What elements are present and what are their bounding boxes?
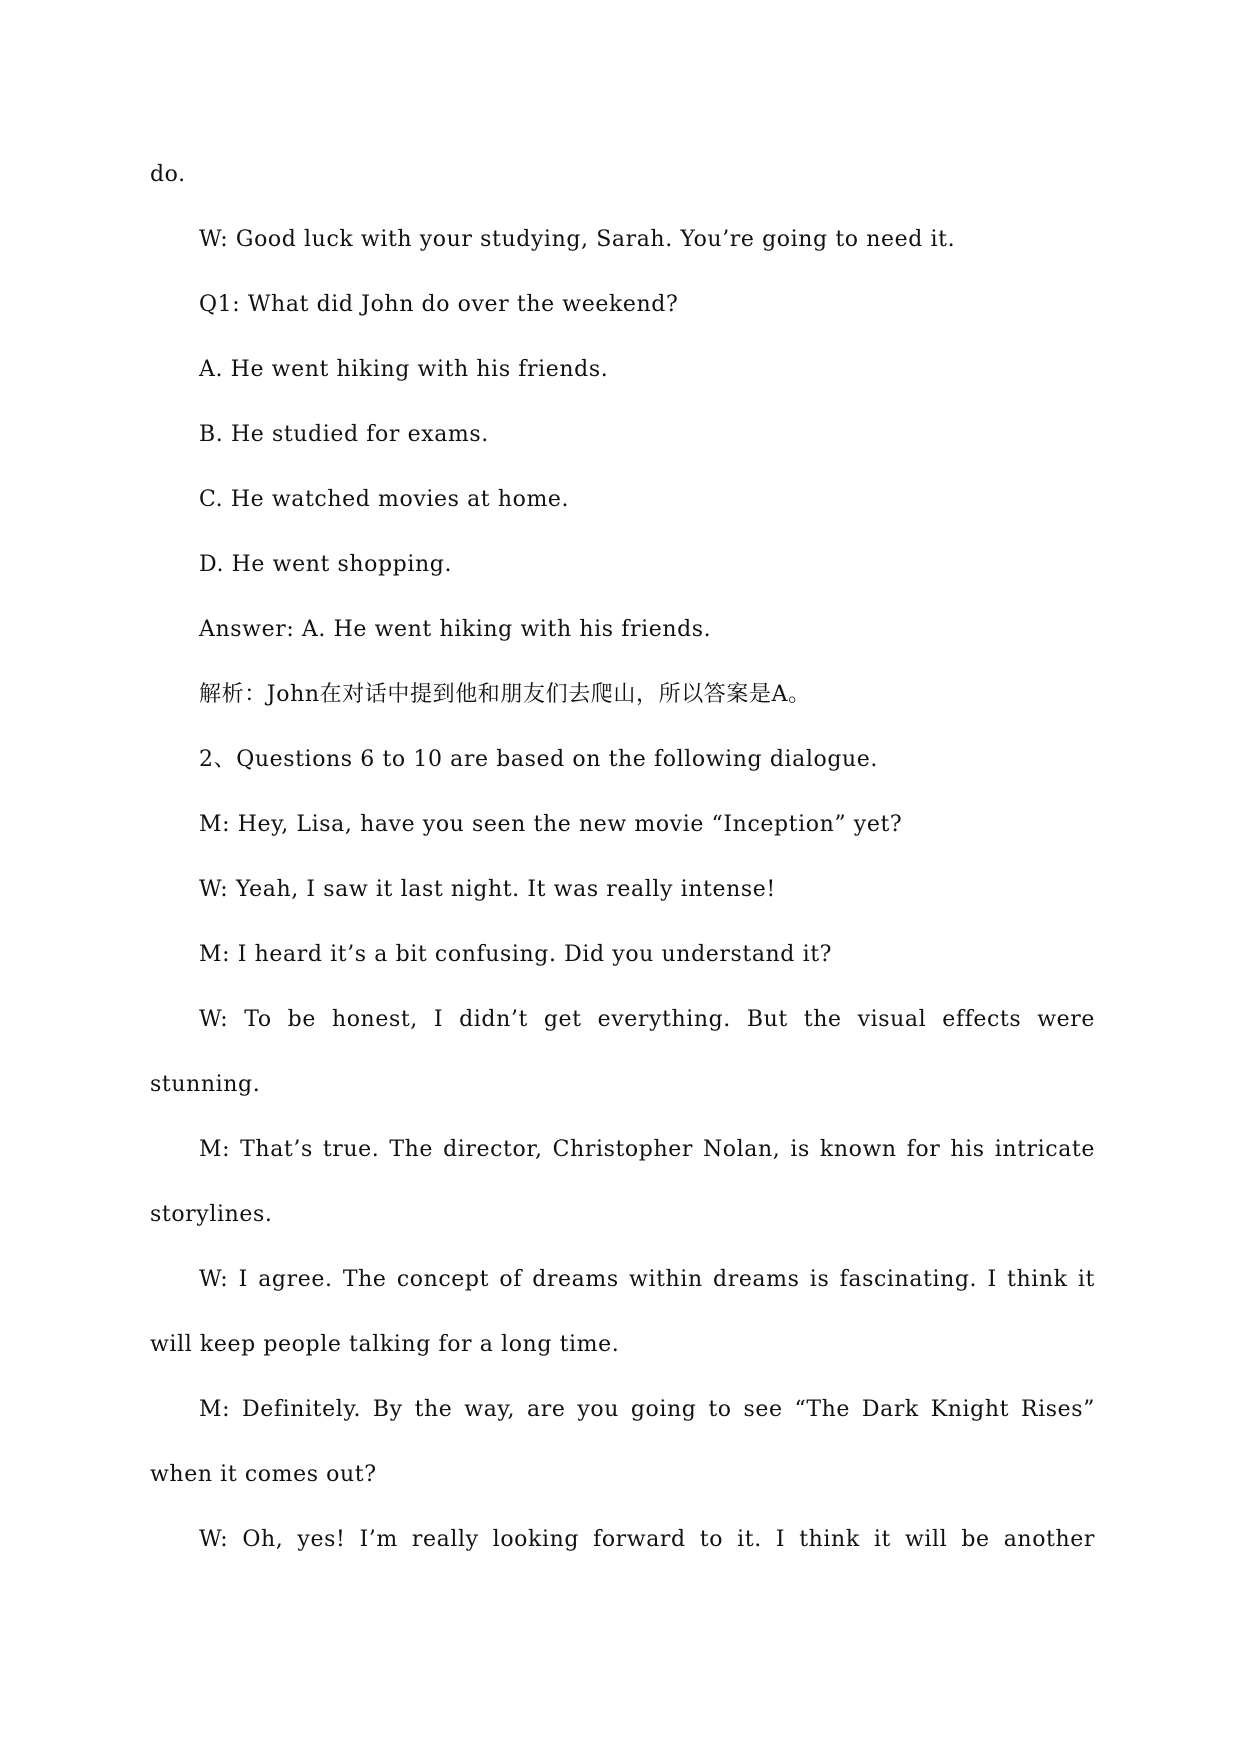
text-line: do. [150,162,186,187]
option-c: C. He watched movies at home. [199,487,570,512]
option-a: A. He went hiking with his friends. [199,357,609,382]
dialogue-continuation: will keep people talking for a long time. [150,1332,620,1357]
dialogue-continuation: storylines. [150,1202,273,1227]
dialogue-line: W: I agree. The concept of dreams within dreams is fascinating. I think it [199,1267,1095,1292]
dialogue-line: M: Definitely. By the way, are you going to see “The Dark Knight Rises” [199,1397,1095,1422]
dialogue-line: M: I heard it’s a bit confusing. Did you understand it? [199,942,833,967]
explanation-line: 解析：John在对话中提到他和朋友们去爬山，所以答案是A。 [199,682,811,707]
dialogue-line: W: Good luck with your studying, Sarah. You’re going to need it. [199,227,956,252]
document-body [150,142,1095,1572]
dialogue-continuation: when it comes out? [150,1462,377,1487]
dialogue-line: M: That’s true. The director, Christopher Nolan, is known for his intricate [199,1137,1095,1162]
section-heading: 2、Questions 6 to 10 are based on the following dialogue. [199,747,879,772]
dialogue-line: W: Oh, yes! I’m really looking forward to it. I think it will be another [199,1527,1095,1552]
dialogue-line: W: To be honest, I didn’t get everything. But the visual effects were [199,1007,1095,1032]
answer-line: Answer: A. He went hiking with his friends. [199,617,712,642]
option-d: D. He went shopping. [199,552,453,577]
option-b: B. He studied for exams. [199,422,489,447]
dialogue-line: W: Yeah, I saw it last night. It was really intense! [199,877,776,902]
question-line: Q1: What did John do over the weekend? [199,292,679,317]
dialogue-line: M: Hey, Lisa, have you seen the new movie “Inception” yet? [199,812,903,837]
dialogue-continuation: stunning. [150,1072,261,1097]
